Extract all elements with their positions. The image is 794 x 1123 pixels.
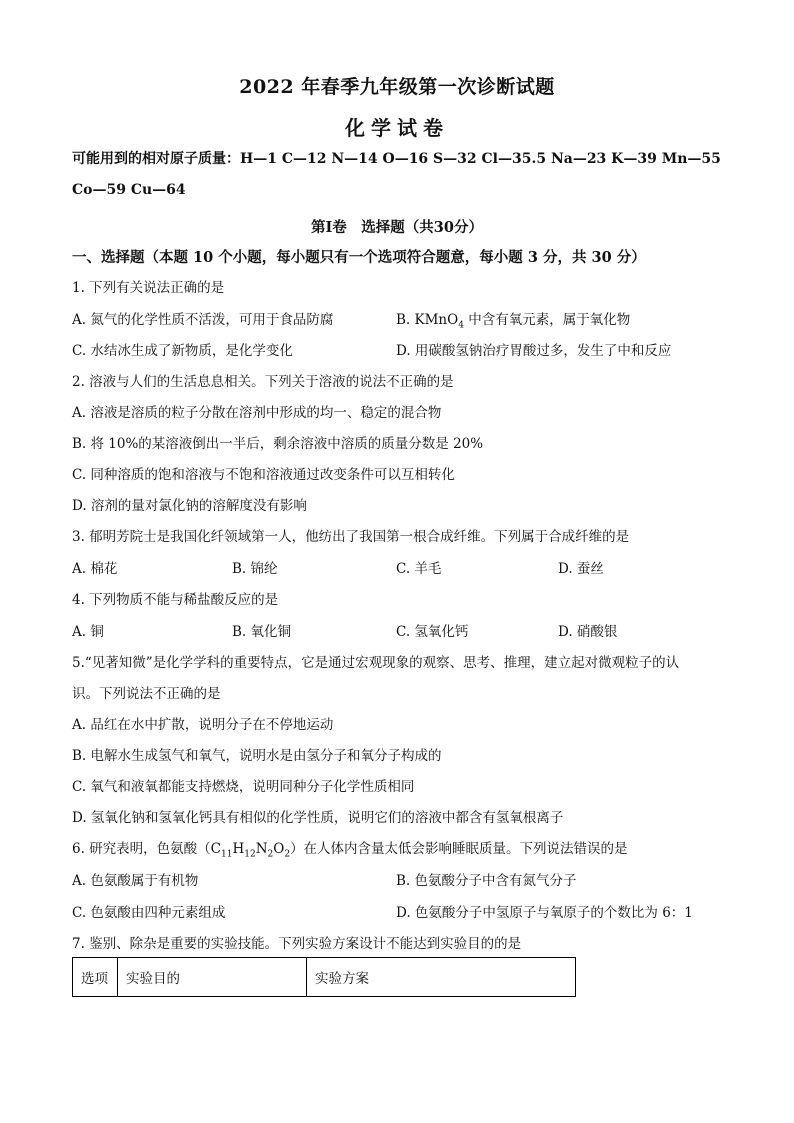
question-1-option-d: D. 用碳酸氢钠治疗胃酸过多，发生了中和反应: [396, 343, 672, 359]
question-4-option-d: D. 硝酸银: [558, 624, 618, 640]
question-5-stem-continued: 识。下列说法不正确的是: [72, 686, 221, 702]
question-3-option-c: C. 羊毛: [396, 561, 442, 577]
table-header-plan: 实验方案: [307, 958, 576, 997]
question-4-option-c: C. 氢氧化钙: [396, 624, 469, 640]
question-7-table: [72, 957, 576, 997]
table-header-row: [73, 958, 576, 997]
question-5-stem: 5.“见著知微”是化学学科的重要特点，它是通过宏观现象的观察、思考、推理，建立起对微观粒子的认: [72, 655, 680, 671]
question-2-stem: 2. 溶液与人们的生活息息相关。下列关于溶液的说法不正确的是: [72, 374, 454, 390]
part-heading: 一、选择题（本题 10 个小题，每小题只有一个选项符合题意，每小题 3 分，共 30 分）: [72, 249, 646, 266]
section-title: 第Ⅰ卷 选择题（共30分）: [311, 219, 483, 236]
question-2-option-d: D. 溶剂的量对氯化钠的溶解度没有影响: [72, 498, 307, 514]
table-header-purpose: 实验目的: [118, 958, 307, 997]
question-6-option-a: A. 色氨酸属于有机物: [72, 873, 199, 889]
question-7-stem: 7. 鉴别、除杂是重要的实验技能。下列实验方案设计不能达到实验目的的是: [72, 936, 522, 952]
question-1-stem: 1. 下列有关说法正确的是: [72, 280, 225, 296]
question-4-option-b: B. 氧化铜: [232, 624, 292, 640]
question-1-option-c: C. 水结冰生成了新物质，是化学变化: [72, 343, 293, 359]
question-1-option-b: B. KMnO$_4$ 中含有氧元素，属于氧化物: [396, 312, 631, 331]
atomic-masses: 可能用到的相对原子质量：H—1 C—12 N—14 O—16 S—32 Cl—35.5 Na—23 K—39 Mn—55 Co—59 Cu—64: [72, 151, 721, 198]
question-1-option-a: A. 氮气的化学性质不活泼，可用于食品防腐: [72, 312, 334, 328]
table-header-option: 选项: [73, 958, 118, 997]
question-6-stem: 6. 研究表明，色氨酸$(C_{11}H_{12}N_2O_2)$在人体内含量太低会影响睡眠质量。下列说法错误的是: [72, 841, 628, 860]
question-5-option-d: D. 氢氧化钠和氢氧化钙具有相似的化学性质，说明它们的溶液中都含有氢氧根离子: [72, 810, 564, 826]
exam-subtitle: 化学试卷: [345, 116, 449, 140]
question-6-option-c: C. 色氨酸由四种元素组成: [72, 905, 226, 921]
question-5-option-a: A. 品红在水中扩散，说明分子在不停地运动: [72, 717, 334, 733]
question-6-option-b: B. 色氨酸分子中含有氮气分子: [396, 873, 577, 889]
question-4-option-a: A. 铜: [72, 624, 104, 640]
question-3-stem: 3. 郁明芳院士是我国化纤领域第一人，他纺出了我国第一根合成纤维。下列属于合成纤维的是: [72, 529, 630, 545]
question-5-option-b: B. 电解水生成氢气和氧气，说明水是由氢分子和氧分子构成的: [72, 748, 442, 764]
exam-title: 2022 年春季九年级第一次诊断试题: [239, 76, 555, 98]
question-3-option-a: A. 棉花: [72, 561, 118, 577]
question-3-option-b: B. 锦纶: [232, 561, 278, 577]
question-5-option-c: C. 氧气和液氧都能支持燃烧，说明同种分子化学性质相同: [72, 779, 415, 795]
question-2-option-a: A. 溶液是溶质的粒子分散在溶剂中形成的均一、稳定的混合物: [72, 405, 442, 421]
question-4-stem: 4. 下列物质不能与稀盐酸反应的是: [72, 592, 279, 608]
question-2-option-b: B. 将 10%的某溶液倒出一半后，剩余溶液中溶质的质量分数是 20%: [72, 436, 484, 452]
question-3-option-d: D. 蚕丝: [558, 561, 604, 577]
question-2-option-c: C. 同种溶质的饱和溶液与不饱和溶液通过改变条件可以互相转化: [72, 467, 455, 483]
question-6-option-d: D. 色氨酸分子中氢原子与氧原子的个数比为 6：1: [396, 905, 693, 921]
